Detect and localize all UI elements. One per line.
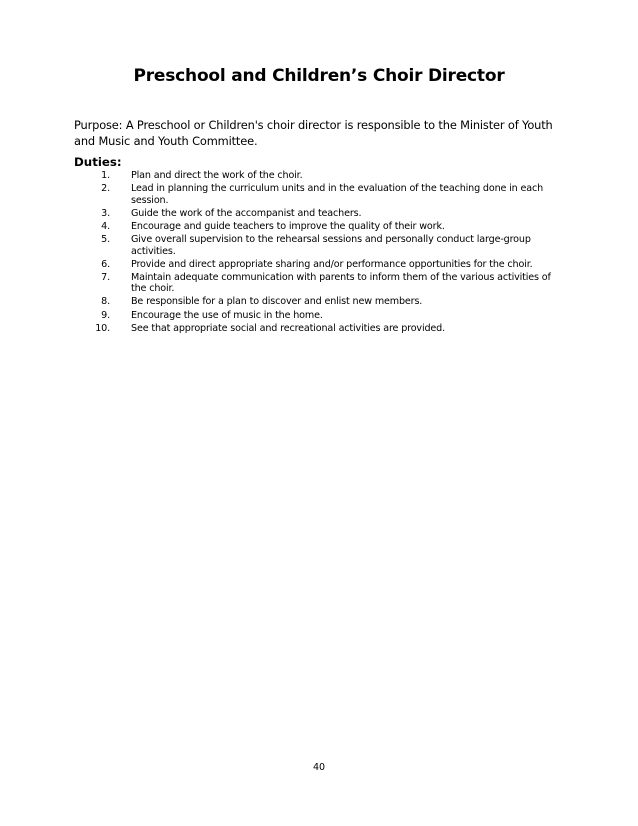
purpose-paragraph: Purpose: A Preschool or Children's choir director is responsible to the Minister of Youth and Music and Youth Committee. [74, 118, 553, 148]
duty-number: 4. [101, 220, 110, 232]
duty-item [74, 183, 554, 206]
duty-number: 6. [101, 258, 110, 270]
duty-text: Provide and direct appropriate sharing and/or performance opportunities for the choir. [131, 258, 533, 270]
duty-item [74, 272, 554, 295]
duty-number: 9. [101, 309, 110, 321]
duty-text: See that appropriate social and recreational activities are provided. [131, 322, 446, 334]
duty-text: Maintain adequate communication with parents to inform them of the various activities of the choir. [131, 271, 551, 295]
duty-item [74, 310, 554, 322]
duty-number: 2. [101, 183, 110, 195]
page-number: 40 [312, 762, 326, 773]
duty-number: 8. [101, 296, 110, 308]
duty-item [74, 208, 554, 220]
duty-text: Encourage the use of music in the home. [131, 309, 323, 321]
duty-number: 10. [95, 322, 110, 334]
duty-number: 7. [101, 271, 110, 283]
duties-list [74, 170, 554, 336]
duty-item [74, 323, 554, 335]
duties-heading: Duties: [74, 155, 122, 169]
duty-item [74, 221, 554, 233]
duty-item [74, 296, 554, 308]
duty-text: Plan and direct the work of the choir. [131, 170, 303, 181]
duty-number: 3. [101, 207, 110, 219]
duty-text: Lead in planning the curriculum units and in the evaluation of the teaching done in each session. [131, 183, 544, 206]
duty-text: Be responsible for a plan to discover and enlist new members. [131, 296, 423, 308]
duty-number: 5. [101, 233, 110, 245]
duty-number: 1. [101, 170, 110, 181]
duty-item [74, 170, 554, 182]
page-title: Preschool and Children’s Choir Director [133, 66, 505, 86]
duty-item [74, 259, 554, 271]
duty-text: Encourage and guide teachers to improve the quality of their work. [131, 220, 445, 232]
duty-text: Guide the work of the accompanist and teachers. [131, 207, 362, 219]
duty-text: Give overall supervision to the rehearsal sessions and personally conduct large-group activities. [131, 233, 531, 257]
duty-item [74, 234, 554, 257]
